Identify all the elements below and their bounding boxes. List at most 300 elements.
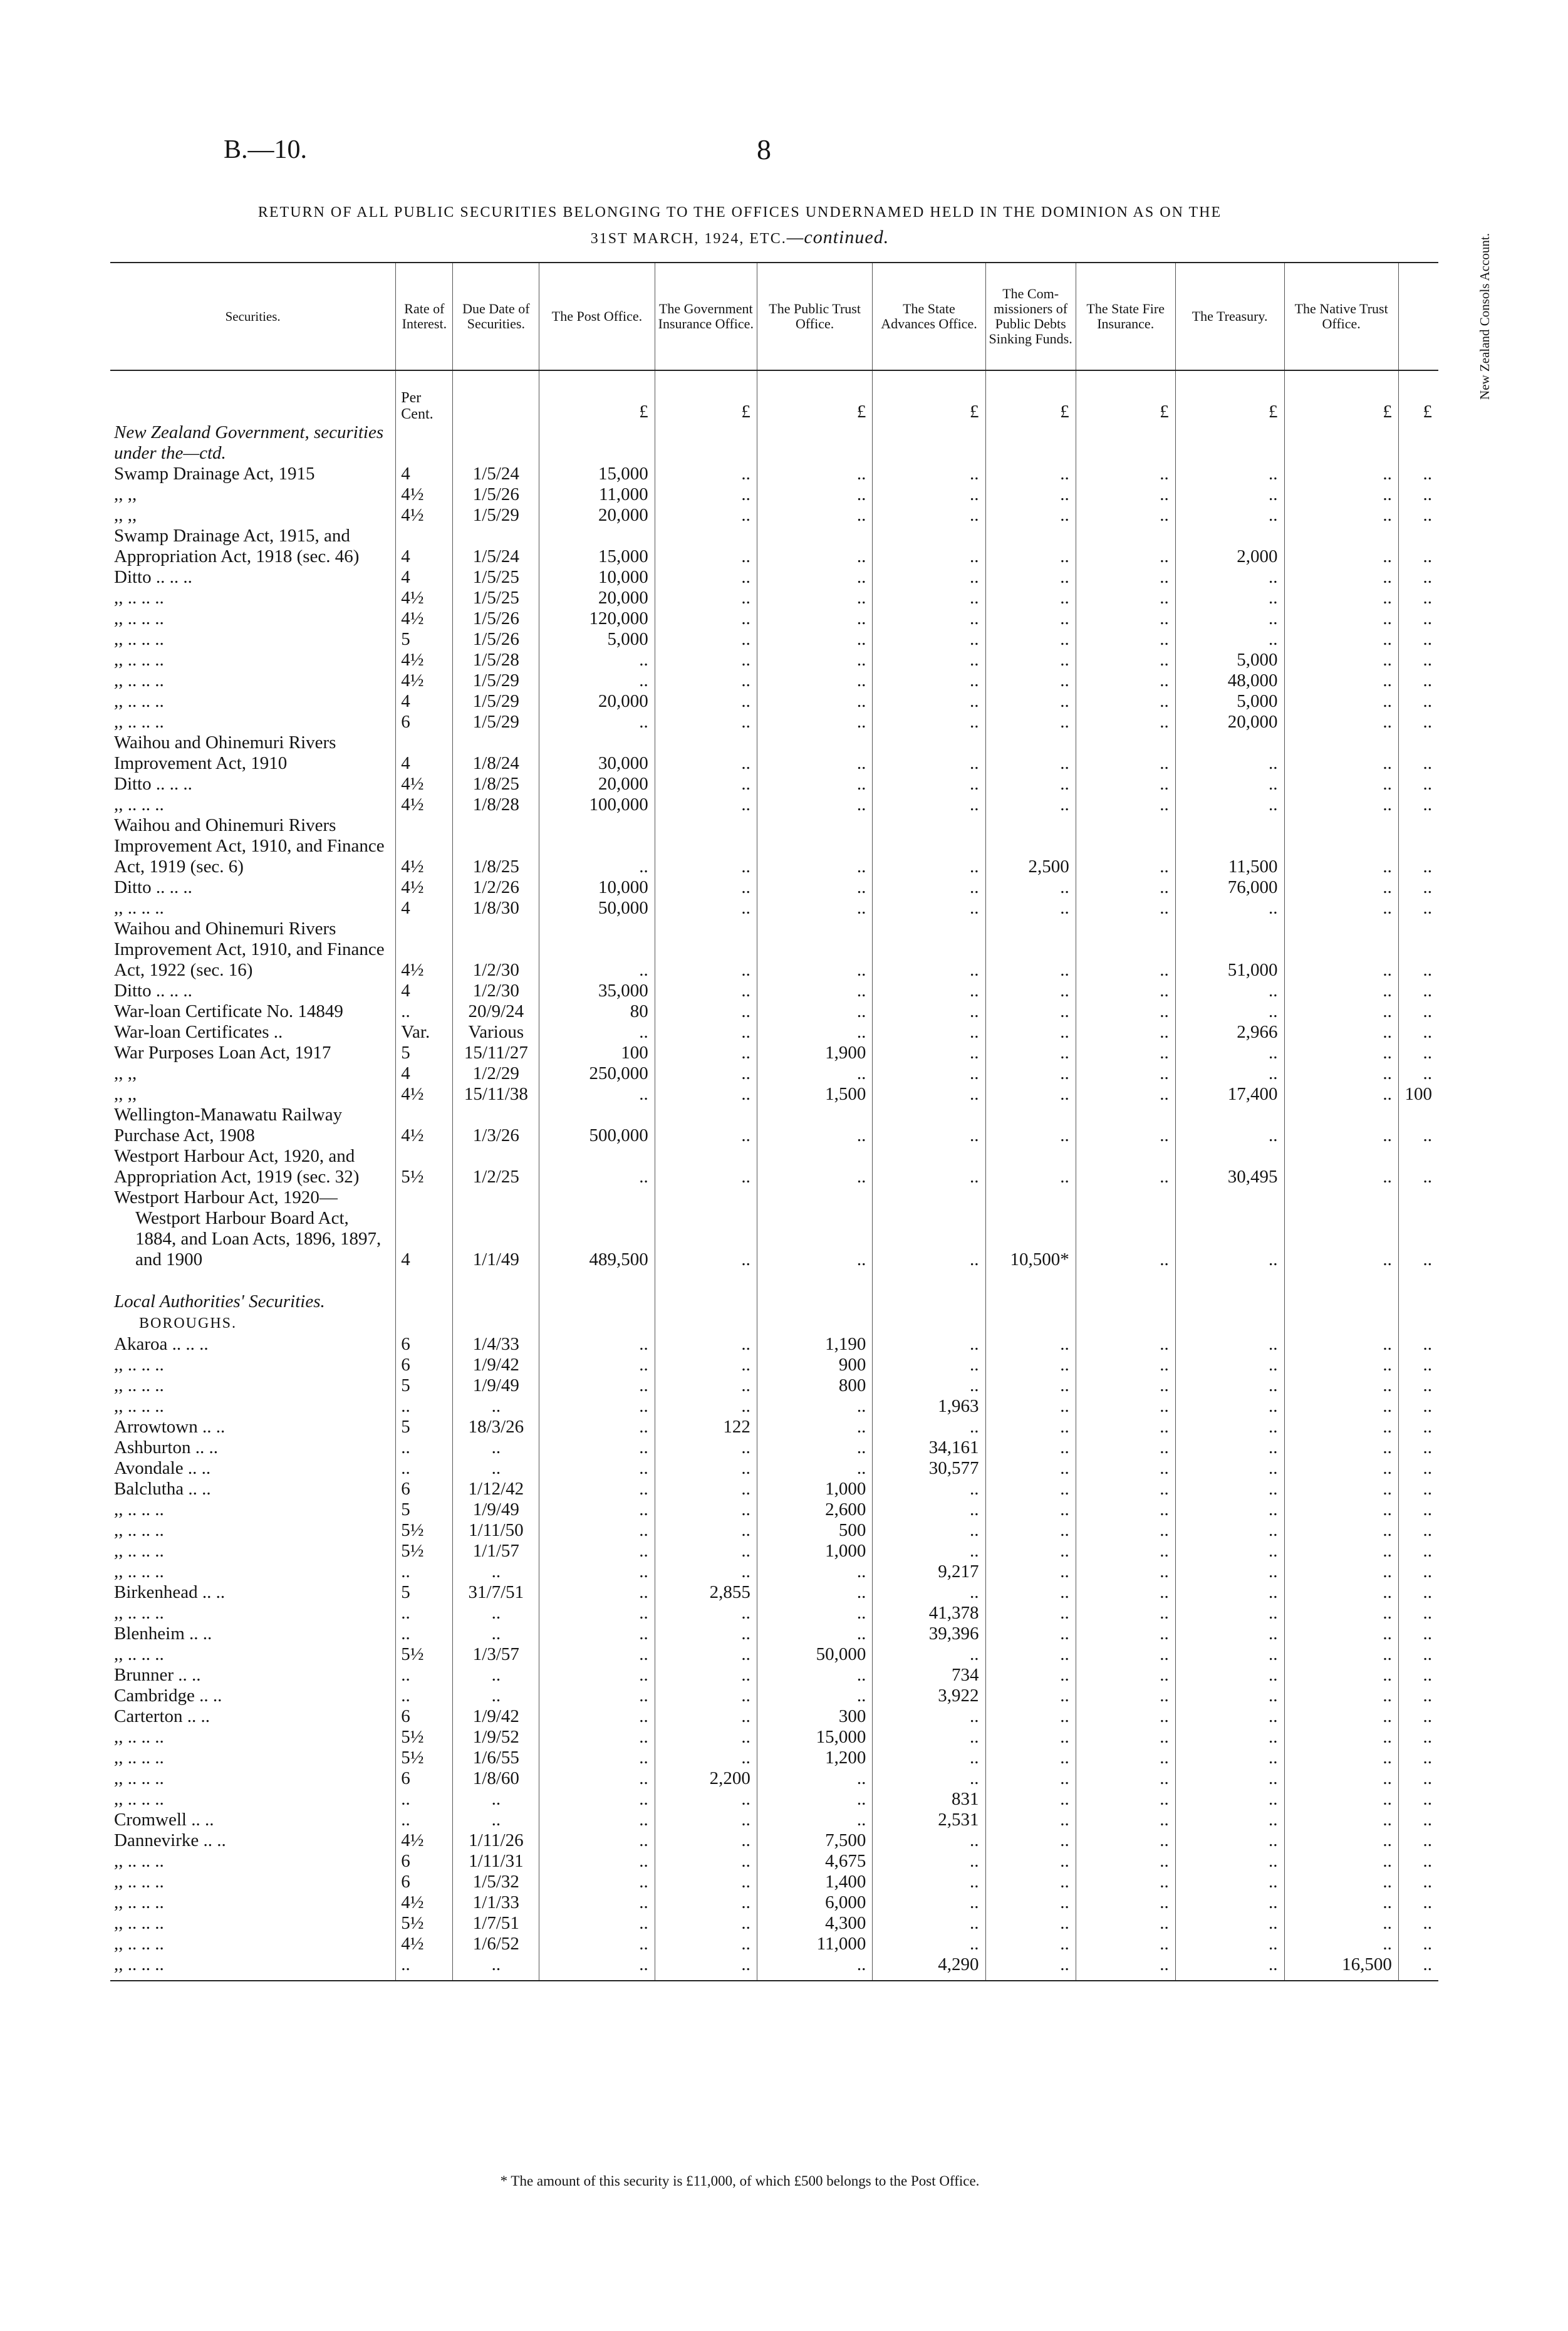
security-name: Local Authorities' Securities. (114, 1291, 325, 1312)
due-date: 1/12/42 (453, 1479, 539, 1499)
due-date: 1/8/30 (453, 898, 539, 919)
treasury-value: .. (1175, 1913, 1284, 1934)
native-trust-value (1284, 1187, 1398, 1208)
public-trust-value: .. (757, 1437, 872, 1458)
treasury-value: .. (1175, 1665, 1284, 1686)
state-fire-value: .. (1076, 898, 1175, 919)
nz-consols-value: .. (1398, 1810, 1438, 1830)
post-office-value: .. (539, 1520, 655, 1541)
table-row (110, 567, 1438, 588)
state-fire-value: .. (1076, 1934, 1175, 1954)
public-trust-value: .. (757, 1146, 872, 1187)
treasury-value (1175, 1312, 1284, 1334)
treasury-value: 2,966 (1175, 1022, 1284, 1043)
native-trust-value: .. (1284, 1043, 1398, 1063)
commissioners-value: .. (985, 919, 1076, 981)
post-office-value: .. (539, 1789, 655, 1810)
security-name: Birkenhead .. .. (114, 1582, 226, 1602)
security-name: ,, .. .. .. (114, 1520, 164, 1540)
post-office-value: 50,000 (539, 898, 655, 919)
due-date: 1/2/26 (453, 877, 539, 898)
native-trust-value: .. (1284, 1541, 1398, 1562)
gov-insurance-value (655, 1291, 757, 1312)
nz-consols-value: .. (1398, 919, 1438, 981)
post-office-value (539, 1291, 655, 1312)
interest-rate: 4 (396, 567, 453, 588)
state-advances-value: .. (873, 1892, 985, 1913)
unit-pound: £ (873, 370, 985, 422)
public-trust-value (757, 1291, 872, 1312)
state-fire-value: .. (1076, 1768, 1175, 1789)
treasury-value: .. (1175, 1892, 1284, 1913)
commissioners-value: .. (985, 1105, 1076, 1146)
table-row (110, 1665, 1438, 1686)
treasury-value: .. (1175, 1458, 1284, 1479)
security-name: ,, .. .. .. (114, 1603, 164, 1623)
col-header-rate: Rate of Interest. (396, 263, 453, 370)
commissioners-value: .. (985, 1458, 1076, 1479)
gov-insurance-value: .. (655, 1375, 757, 1396)
post-office-value: .. (539, 1810, 655, 1830)
post-office-value: .. (539, 1458, 655, 1479)
commissioners-value: .. (985, 1375, 1076, 1396)
nz-consols-value: .. (1398, 650, 1438, 670)
nz-consols-value: .. (1398, 464, 1438, 484)
table-row (110, 1706, 1438, 1727)
public-trust-value: .. (757, 526, 872, 567)
native-trust-value: .. (1284, 1644, 1398, 1665)
due-date: 1/8/25 (453, 815, 539, 877)
table-row (110, 670, 1438, 691)
gov-insurance-value: .. (655, 588, 757, 608)
table-row (110, 1872, 1438, 1892)
nz-consols-value: .. (1398, 877, 1438, 898)
state-advances-value: .. (873, 629, 985, 650)
table-row (110, 1022, 1438, 1043)
table-row (110, 1187, 1438, 1208)
state-advances-value: .. (873, 1499, 985, 1520)
security-name (110, 1312, 396, 1334)
due-date: .. (453, 1603, 539, 1624)
gov-insurance-value: .. (655, 1748, 757, 1768)
native-trust-value: .. (1284, 1913, 1398, 1934)
state-advances-value: .. (873, 1872, 985, 1892)
commissioners-value: .. (985, 1665, 1076, 1686)
due-date: 1/2/30 (453, 981, 539, 1001)
public-trust-value: 7,500 (757, 1830, 872, 1851)
gov-insurance-value: .. (655, 1830, 757, 1851)
public-trust-value: 900 (757, 1355, 872, 1375)
post-office-value: .. (539, 1334, 655, 1355)
unit-pound: £ (757, 370, 872, 422)
gov-insurance-value (655, 1312, 757, 1334)
footnote: * The amount of this security is £11,000, of which £500 belongs to the Post Office. (500, 2173, 980, 2189)
security-name: ,, .. .. .. (114, 1396, 164, 1416)
table-row (110, 981, 1438, 1001)
treasury-value: .. (1175, 1851, 1284, 1872)
commissioners-value (985, 422, 1076, 464)
treasury-value (1175, 1291, 1284, 1312)
state-advances-value: 2,531 (873, 1810, 985, 1830)
interest-rate: 6 (396, 1851, 453, 1872)
gov-insurance-value: .. (655, 1355, 757, 1375)
due-date: 1/5/26 (453, 484, 539, 505)
public-trust-value: .. (757, 981, 872, 1001)
interest-rate: 4½ (396, 1830, 453, 1851)
native-trust-value: .. (1284, 1022, 1398, 1043)
col-header-state-fire-insurance: The State Fire Insurance. (1076, 263, 1175, 370)
public-trust-value: .. (757, 691, 872, 712)
table-row (110, 898, 1438, 919)
state-fire-value: .. (1076, 733, 1175, 774)
commissioners-value: .. (985, 898, 1076, 919)
interest-rate: 4½ (396, 1934, 453, 1954)
public-trust-value: .. (757, 1954, 872, 1981)
state-advances-value: .. (873, 1417, 985, 1437)
interest-rate: 5½ (396, 1520, 453, 1541)
treasury-value: 20,000 (1175, 712, 1284, 733)
treasury-value: .. (1175, 1063, 1284, 1084)
nz-consols-value: .. (1398, 898, 1438, 919)
post-office-value: .. (539, 1872, 655, 1892)
native-trust-value: .. (1284, 526, 1398, 567)
state-fire-value: .. (1076, 877, 1175, 898)
interest-rate: 5½ (396, 1644, 453, 1665)
gov-insurance-value: .. (655, 1913, 757, 1934)
gov-insurance-value: .. (655, 1499, 757, 1520)
native-trust-value: .. (1284, 567, 1398, 588)
units-spacer (453, 370, 539, 422)
table-row (110, 484, 1438, 505)
native-trust-value: .. (1284, 670, 1398, 691)
treasury-value: .. (1175, 1872, 1284, 1892)
post-office-value: .. (539, 1562, 655, 1582)
gov-insurance-value: .. (655, 629, 757, 650)
commissioners-value: .. (985, 1063, 1076, 1084)
nz-consols-value: .. (1398, 1603, 1438, 1624)
table-row (110, 1934, 1438, 1954)
interest-rate: 5 (396, 1499, 453, 1520)
title-date: 31ST MARCH, 1924, ETC. (590, 231, 787, 247)
commissioners-value: .. (985, 1334, 1076, 1355)
nz-consols-value: .. (1398, 1562, 1438, 1582)
state-advances-value: .. (873, 981, 985, 1001)
state-advances-value: .. (873, 505, 985, 526)
commissioners-value: .. (985, 981, 1076, 1001)
gov-insurance-value: .. (655, 898, 757, 919)
public-trust-value: .. (757, 1582, 872, 1603)
commissioners-value: .. (985, 1748, 1076, 1768)
nz-consols-value (1398, 1291, 1438, 1312)
treasury-value: .. (1175, 774, 1284, 795)
public-trust-value: .. (757, 484, 872, 505)
col-header-treasury: The Treasury. (1175, 263, 1284, 370)
native-trust-value: .. (1284, 733, 1398, 774)
nz-consols-value: .. (1398, 1665, 1438, 1686)
state-advances-value: 831 (873, 1789, 985, 1810)
state-advances-value: .. (873, 484, 985, 505)
commissioners-value: .. (985, 608, 1076, 629)
public-trust-value: .. (757, 1665, 872, 1686)
public-trust-value: .. (757, 464, 872, 484)
interest-rate: 4½ (396, 608, 453, 629)
state-advances-value: .. (873, 774, 985, 795)
unit-pound: £ (1076, 370, 1175, 422)
gov-insurance-value: .. (655, 1810, 757, 1830)
post-office-value: .. (539, 1727, 655, 1748)
native-trust-value: .. (1284, 1334, 1398, 1355)
interest-rate: .. (396, 1686, 453, 1706)
nz-consols-value: .. (1398, 1355, 1438, 1375)
due-date: Various (453, 1022, 539, 1043)
public-trust-value: 1,400 (757, 1872, 872, 1892)
unit-pound: £ (1398, 370, 1438, 422)
nz-consols-value: .. (1398, 1686, 1438, 1706)
commissioners-value: .. (985, 1954, 1076, 1981)
native-trust-value: .. (1284, 629, 1398, 650)
gov-insurance-value: .. (655, 691, 757, 712)
interest-rate: 4½ (396, 815, 453, 877)
due-date: 1/2/30 (453, 919, 539, 981)
commissioners-value: .. (985, 1706, 1076, 1727)
commissioners-value (985, 1291, 1076, 1312)
public-trust-value: .. (757, 1105, 872, 1146)
table-row (110, 1913, 1438, 1934)
security-name: ,, .. .. .. (114, 1872, 164, 1892)
treasury-value: 5,000 (1175, 691, 1284, 712)
post-office-value: 489,500 (539, 1208, 655, 1270)
security-name: ,, .. .. .. (114, 1789, 164, 1809)
state-advances-value: .. (873, 691, 985, 712)
gov-insurance-value: .. (655, 1001, 757, 1022)
state-fire-value: .. (1076, 1043, 1175, 1063)
security-name: ,, .. .. .. (114, 1851, 164, 1871)
due-date (453, 1187, 539, 1208)
interest-rate: 4½ (396, 919, 453, 981)
gov-insurance-value: .. (655, 464, 757, 484)
post-office-value: .. (539, 1582, 655, 1603)
security-name: Westport Harbour Act, 1920, and Appropriation Act, 1919 (sec. 32) (114, 1146, 360, 1187)
gov-insurance-value: 122 (655, 1417, 757, 1437)
state-advances-value: .. (873, 608, 985, 629)
state-fire-value: .. (1076, 1063, 1175, 1084)
security-name: ,, .. .. .. (114, 691, 164, 711)
state-advances-value: 39,396 (873, 1624, 985, 1644)
treasury-value: .. (1175, 1437, 1284, 1458)
state-advances-value: 734 (873, 1665, 985, 1686)
table-row (110, 1291, 1438, 1312)
col-header-nz-consols (1398, 233, 1492, 400)
commissioners-value: .. (985, 1768, 1076, 1789)
gov-insurance-value: .. (655, 1022, 757, 1043)
state-fire-value: .. (1076, 795, 1175, 815)
public-trust-value: .. (757, 670, 872, 691)
interest-rate: .. (396, 1603, 453, 1624)
table-header-row (110, 263, 1438, 370)
nz-consols-value: .. (1398, 1022, 1438, 1043)
native-trust-value (1284, 1270, 1398, 1291)
table-row (110, 1810, 1438, 1830)
post-office-value: 10,000 (539, 877, 655, 898)
nz-consols-value: .. (1398, 981, 1438, 1001)
native-trust-value: .. (1284, 1706, 1398, 1727)
state-advances-value: .. (873, 1001, 985, 1022)
unit-pound: £ (1175, 370, 1284, 422)
state-fire-value: .. (1076, 505, 1175, 526)
treasury-value: .. (1175, 1644, 1284, 1665)
due-date: 1/2/25 (453, 1146, 539, 1187)
public-trust-value: .. (757, 1562, 872, 1582)
state-fire-value (1076, 1291, 1175, 1312)
post-office-value: .. (539, 1934, 655, 1954)
due-date: 1/5/26 (453, 608, 539, 629)
post-office-value: .. (539, 1748, 655, 1768)
treasury-value: .. (1175, 1105, 1284, 1146)
security-name: Brunner .. .. (114, 1665, 201, 1685)
public-trust-value: .. (757, 815, 872, 877)
state-advances-value: .. (873, 1043, 985, 1063)
security-name (110, 1270, 396, 1291)
public-trust-value: 15,000 (757, 1727, 872, 1748)
state-advances-value: .. (873, 588, 985, 608)
security-name: Arrowtown .. .. (114, 1417, 226, 1437)
treasury-value: .. (1175, 484, 1284, 505)
security-name: Ditto .. .. .. (114, 877, 192, 897)
commissioners-value: .. (985, 712, 1076, 733)
due-date: 1/8/60 (453, 1768, 539, 1789)
commissioners-value: .. (985, 877, 1076, 898)
native-trust-value: .. (1284, 877, 1398, 898)
native-trust-value: .. (1284, 1375, 1398, 1396)
public-trust-value: 1,000 (757, 1479, 872, 1499)
security-name: ,, .. .. .. (114, 1644, 164, 1664)
post-office-value: 10,000 (539, 567, 655, 588)
state-fire-value: .. (1076, 1208, 1175, 1270)
interest-rate: 4 (396, 1208, 453, 1270)
gov-insurance-value: .. (655, 670, 757, 691)
state-fire-value: .. (1076, 1748, 1175, 1768)
public-trust-value: .. (757, 1789, 872, 1810)
table-row (110, 1396, 1438, 1417)
state-advances-value: 30,577 (873, 1458, 985, 1479)
interest-rate: 6 (396, 1768, 453, 1789)
gov-insurance-value: .. (655, 608, 757, 629)
state-advances-value: .. (873, 1830, 985, 1851)
public-trust-value: 1,190 (757, 1334, 872, 1355)
state-advances-value: .. (873, 567, 985, 588)
interest-rate: 4 (396, 691, 453, 712)
commissioners-value: .. (985, 526, 1076, 567)
nz-consols-value: .. (1398, 1375, 1438, 1396)
commissioners-value: .. (985, 1022, 1076, 1043)
public-trust-value: 4,675 (757, 1851, 872, 1872)
state-advances-value: 9,217 (873, 1562, 985, 1582)
gov-insurance-value: .. (655, 1686, 757, 1706)
public-trust-value: .. (757, 505, 872, 526)
col-header-government-insurance: The Government Insurance Office. (655, 263, 757, 370)
due-date: 1/1/57 (453, 1541, 539, 1562)
unit-percent: Per Cent. (396, 370, 453, 422)
due-date: 1/5/29 (453, 670, 539, 691)
treasury-value: .. (1175, 1810, 1284, 1830)
state-fire-value: .. (1076, 629, 1175, 650)
treasury-value: .. (1175, 1768, 1284, 1789)
gov-insurance-value: 2,200 (655, 1768, 757, 1789)
treasury-value: .. (1175, 1541, 1284, 1562)
security-name: War Purposes Loan Act, 1917 (114, 1043, 331, 1063)
treasury-value: .. (1175, 733, 1284, 774)
gov-insurance-value: .. (655, 505, 757, 526)
treasury-value: .. (1175, 588, 1284, 608)
state-fire-value (1076, 1312, 1175, 1334)
security-name: Cromwell .. .. (114, 1810, 214, 1830)
table-row (110, 1768, 1438, 1789)
post-office-value: 35,000 (539, 981, 655, 1001)
table-row (110, 505, 1438, 526)
security-name: ,, .. .. .. (114, 1499, 164, 1520)
state-advances-value: .. (873, 670, 985, 691)
due-date: 1/3/57 (453, 1644, 539, 1665)
commissioners-value (985, 1187, 1076, 1208)
public-trust-value: 500 (757, 1520, 872, 1541)
state-fire-value: .. (1076, 464, 1175, 484)
security-name: ,, ,, (114, 1084, 137, 1104)
table-row (110, 919, 1438, 981)
commissioners-value: .. (985, 505, 1076, 526)
table-title-line-1 (0, 199, 1480, 222)
post-office-value: 100 (539, 1043, 655, 1063)
state-advances-value: .. (873, 1479, 985, 1499)
public-trust-value: 50,000 (757, 1644, 872, 1665)
post-office-value: .. (539, 1624, 655, 1644)
security-name: ,, .. .. .. (114, 898, 164, 918)
security-name: Ashburton .. .. (114, 1437, 218, 1458)
due-date: 1/8/24 (453, 733, 539, 774)
security-name: ,, .. .. .. (114, 1727, 164, 1747)
title-text: RETURN OF ALL PUBLIC SECURITIES BELONGING TO THE OFFICES UNDERNAMED HELD IN THE DOMINION AS ON THE (257, 204, 1222, 221)
unit-pound: £ (655, 370, 757, 422)
nz-consols-value: .. (1398, 1001, 1438, 1022)
due-date: 1/11/50 (453, 1520, 539, 1541)
commissioners-value: .. (985, 650, 1076, 670)
gov-insurance-value: .. (655, 1146, 757, 1187)
treasury-value: .. (1175, 1624, 1284, 1644)
post-office-value: .. (539, 1851, 655, 1872)
state-advances-value: .. (873, 1541, 985, 1562)
table-row (110, 1830, 1438, 1851)
native-trust-value: .. (1284, 1146, 1398, 1187)
post-office-value (539, 422, 655, 464)
state-fire-value: .. (1076, 1105, 1175, 1146)
native-trust-value: .. (1284, 774, 1398, 795)
gov-insurance-value: .. (655, 981, 757, 1001)
nz-consols-value: .. (1398, 1417, 1438, 1437)
public-trust-value: 1,500 (757, 1084, 872, 1105)
gov-insurance-value (655, 1187, 757, 1208)
interest-rate: 4 (396, 733, 453, 774)
commissioners-value: .. (985, 1146, 1076, 1187)
interest-rate: 6 (396, 712, 453, 733)
nz-consols-value: .. (1398, 1499, 1438, 1520)
native-trust-value (1284, 1312, 1398, 1334)
treasury-value: .. (1175, 1208, 1284, 1270)
commissioners-value: .. (985, 1562, 1076, 1582)
table-row (110, 1582, 1438, 1603)
state-advances-value: 4,290 (873, 1954, 985, 1981)
native-trust-value: .. (1284, 650, 1398, 670)
due-date: 1/1/33 (453, 1892, 539, 1913)
native-trust-value: .. (1284, 712, 1398, 733)
